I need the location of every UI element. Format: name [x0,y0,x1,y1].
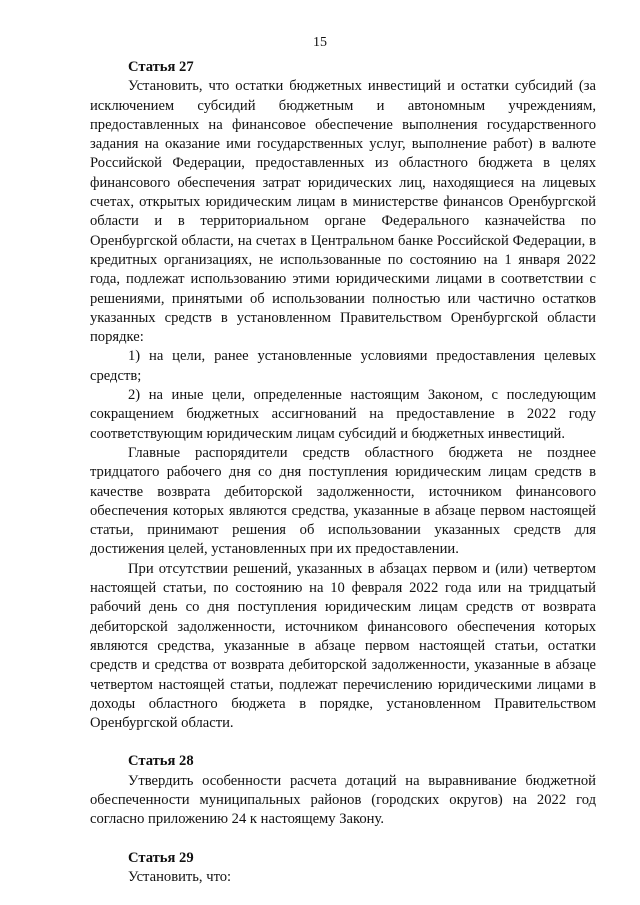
paragraph: Установить, что остатки бюджетных инвестиций и остатки субсидий (за исключением субсидий бюджетным и автономным учреждениям, предоставленных на финансовое обеспечение выполнения государственного задания на оказание ими государственных услуг, выполнение работ) в валюте Российской Федерации, предоставленных из областного бюджета в целях финансового обеспечения затрат юридических лиц, находящиеся на лицевых счетах, открытых юридическим лицам в министерстве финансов Оренбургской области и в территориальном органе Федерального казначейства по Оренбургской области, на счетах в Центральном банке Российской Федерации, в кредитных организациях, не использованные по состоянию на 1 января 2022 года, подлежат использованию этими юридическими лицами в соответствии с решениями, принятыми об использовании полностью или частично остатков указанных средств в установленном Правительством Оренбургской области порядке: [90,78,596,346]
paragraph: Главные распорядители средств областного бюджета не позднее тридцатого рабочего дня со дня поступления юридическим лицам средств в качестве возврата дебиторской задолженности, источником финансового обеспечения которых являются средства, указанные в абзаце первом настоящей статьи, принимают решения об использовании указанных средств для достижения целей, установленных при их предоставлении. [90,444,596,558]
paragraph: 2) на иные цели, определенные настоящим Законом, с последующим сокращением бюджетных ассигнований на предоставление в 2022 году соответствующим юридическим лицам субсидий и бюджетных инвестиций. [90,387,596,442]
article-heading: Статья 29 [128,849,194,866]
article-27 [90,58,596,733]
paragraph: Утвердить особенности расчета дотаций на выравнивание бюджетной обеспеченности муниципальных районов (городских округов) на 2022 год согласно приложению 24 к настоящему Закону. [90,772,596,828]
paragraph: При отсутствии решений, указанных в абзацах первом и (или) четвертом настоящей статьи, по состоянию на 10 февраля 2022 года или на тридцатый рабочий день со дня поступления юридическим лицам средств от возврата дебиторской задолженности, источником финансового обеспечения которых являются средства, указанные в абзаце первом настоящей статьи, остатки средств и средства от возврата дебиторской задолженности, указанные в абзаце четвертом настоящей статьи, подлежат перечислению юридическими лицами в доходы областного бюджета в порядке, установленном Правительством Оренбургской области. [90,560,596,732]
article-heading: Статья 28 [128,753,194,770]
article-29 [90,849,596,888]
page-number: 15 [313,35,327,50]
spacer [90,830,596,849]
article-heading: Статья 27 [128,59,194,75]
article-28 [90,752,596,829]
paragraph: 1) на цели, ранее установленные условиями предоставления целевых средств; [90,348,596,384]
spacer [90,733,596,752]
paragraph: Установить, что: [128,868,232,885]
document-body [90,58,596,887]
